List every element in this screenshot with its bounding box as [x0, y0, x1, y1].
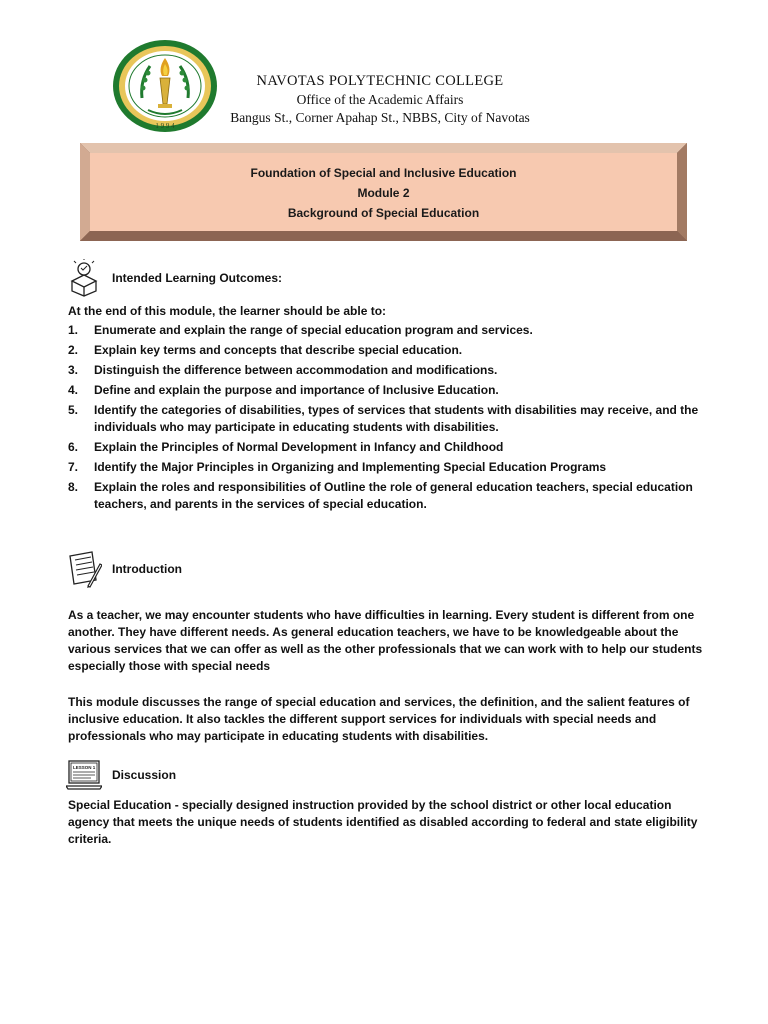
- laptop-lesson-icon: [66, 756, 102, 794]
- document-header: [0, 0, 768, 140]
- list-item-number: 3.: [68, 363, 79, 377]
- module-title-box: [80, 143, 687, 241]
- outcomes-heading: [66, 259, 282, 297]
- list-item-text: Explain key terms and concepts that describe special education.: [94, 343, 463, 357]
- list-item-text: Enumerate and explain the range of special education program and services.: [94, 323, 533, 337]
- list-item-text: Explain the roles and responsibilities of Outline the role of general education teachers, special education teachers, and parents in the services of special education.: [94, 480, 693, 511]
- list-item-number: 2.: [68, 343, 79, 357]
- paragraph-text: This module discusses the range of special education and services, the definition, and the salient features of inclusive education. It also tackles the different support services for individuals with special needs and professionals who may participate in educating students with disabilities.: [68, 695, 690, 743]
- module-number: Module 2: [357, 186, 410, 200]
- college-address: Bangus St., Corner Apahap St., NBBS, City of Navotas: [230, 110, 530, 125]
- list-item-text: Distinguish the difference between accommodation and modifications.: [94, 363, 498, 377]
- list-item: [68, 479, 708, 513]
- list-item: [68, 402, 708, 436]
- list-item-number: 4.: [68, 383, 79, 397]
- college-seal-logo: [110, 38, 220, 134]
- list-item: [68, 322, 708, 339]
- introduction-paragraph-1: [68, 607, 708, 675]
- notepad-pencil-icon: [66, 550, 102, 588]
- outcomes-heading-label: Intended Learning Outcomes:: [112, 271, 283, 285]
- office-name: Office of the Academic Affairs: [296, 92, 464, 107]
- introduction-paragraph-2: [68, 694, 708, 745]
- definition-term: Special Education: [68, 798, 172, 812]
- list-item: [68, 439, 708, 456]
- discussion-heading: [66, 756, 176, 794]
- list-item-number: 1.: [68, 323, 79, 337]
- lesson-icon-label: LESSON 1: [73, 765, 96, 770]
- list-item-number: 5.: [68, 403, 79, 417]
- introduction-heading-label: Introduction: [112, 562, 182, 576]
- list-item-text: Identify the Major Principles in Organizing and Implementing Special Education Programs: [94, 460, 607, 474]
- discussion-heading-label: Discussion: [112, 768, 177, 782]
- list-item: [68, 382, 708, 399]
- list-item-text: Define and explain the purpose and importance of Inclusive Education.: [94, 383, 499, 397]
- list-item-number: 8.: [68, 480, 79, 494]
- list-item: [68, 342, 708, 359]
- course-title: Foundation of Special and Inclusive Education: [250, 166, 517, 180]
- list-item: [68, 459, 708, 476]
- list-item-text: Identify the categories of disabilities, types of services that students with disabilities may receive, and the individuals who may participate in educating students with disabilities.: [94, 403, 699, 434]
- list-item-number: 6.: [68, 440, 79, 454]
- outcomes-list: [68, 303, 708, 516]
- thinking-person-box-icon: [66, 259, 102, 297]
- definition-text: - specially designed instruction provided by the school district or other local education agency that meets the unique needs of students identified as disabled according to federal and state eligibility criteria.: [68, 798, 698, 846]
- module-topic: Background of Special Education: [287, 206, 480, 220]
- list-item-number: 7.: [68, 460, 79, 474]
- list-item: [68, 362, 708, 379]
- seal-year: 1 9 9 4: [155, 122, 175, 130]
- college-name: NAVOTAS POLYTECHNIC COLLEGE: [256, 73, 504, 89]
- list-item-text: Explain the Principles of Normal Development in Infancy and Childhood: [94, 440, 504, 454]
- paragraph-text: As a teacher, we may encounter students who have difficulties in learning. Every student is different from one another. They have different needs. As general education teachers, we have to be knowledgeable about the various services that we can offer as well as the other professionals that we can work with to help our students especially those with special needs: [68, 608, 703, 673]
- introduction-heading: [66, 550, 182, 588]
- special-education-definition: [68, 797, 708, 848]
- outcomes-lead: At the end of this module, the learner should be able to:: [68, 304, 387, 318]
